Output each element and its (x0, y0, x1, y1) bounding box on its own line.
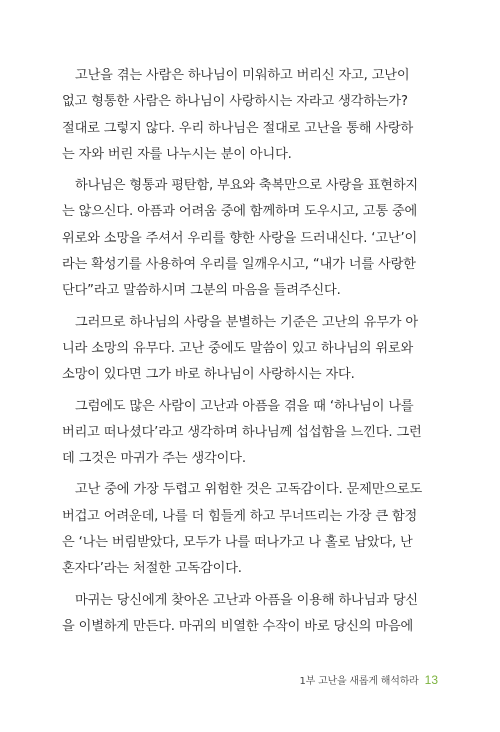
page-number: 13 (424, 673, 438, 687)
text-line: 위로와 소망을 주셔서 우리를 향한 사랑을 드러내신다. ‘고난’이 (62, 230, 418, 246)
paragraph-1 (62, 63, 440, 168)
paragraph-5 (62, 477, 440, 582)
text-line: 는 자와 버린 자를 나누시는 분이 아니다. (62, 146, 292, 162)
paragraph-6 (62, 588, 440, 641)
text-line: 는 않으신다. 아픔과 어려움 중에 함께하며 도우시고, 고통 중에 (62, 204, 418, 220)
page-footer (299, 672, 438, 687)
text-line: 하나님은 형통과 평탄함, 부요와 축복만으로 사랑을 표현하지 (75, 178, 419, 194)
text-line: 데 그것은 마귀가 주는 생각이다. (62, 451, 246, 467)
text-line: 니라 소망의 유무다. 고난 중에도 말씀이 있고 하나님의 위로와 (62, 340, 414, 356)
text-line: 을 이별하게 만든다. 마귀의 비열한 수작이 바로 당신의 마음에 (62, 618, 414, 634)
text-line: 라는 확성기를 사용하여 우리를 일깨우시고, “내가 너를 사랑한 (62, 257, 416, 273)
running-footer-section-title: 1부 고난을 새롭게 해석하라 (299, 676, 419, 687)
text-line: 버겁고 어려운데, 나를 더 힘들게 하고 무너뜨리는 가장 큰 함정 (62, 508, 418, 524)
text-line: 고난 중에 가장 두렵고 위험한 것은 고독감이다. 문제만으로도 (75, 482, 423, 498)
body-text (62, 63, 440, 645)
paragraph-3 (62, 310, 440, 389)
paragraph-2 (62, 173, 440, 304)
paragraph-4 (62, 394, 440, 473)
text-line: 은 ‘나는 버림받았다, 모두가 나를 떠나가고 나 홀로 남았다, 난 (62, 535, 413, 551)
text-line: 그러므로 하나님의 사랑을 분별하는 기준은 고난의 유무가 아 (75, 314, 419, 330)
text-line: 마귀는 당신에게 찾아온 고난과 아픔을 이용해 하나님과 당신 (75, 592, 419, 608)
text-line: 그럼에도 많은 사람이 고난과 아픔을 겪을 때 ‘하나님이 나를 (75, 398, 414, 414)
text-line: 절대로 그렇지 않다. 우리 하나님은 절대로 고난을 통해 사랑하 (62, 120, 414, 136)
text-line: 버리고 떠나셨다’라고 생각하며 하나님께 섭섭함을 느낀다. 그런 (62, 424, 422, 440)
text-line: 고난을 겪는 사람은 하나님이 미워하고 버리신 자고, 고난이 (75, 68, 410, 83)
text-line: 혼자다’라는 처절한 고독감이다. (62, 561, 242, 577)
text-line: 단다”라고 말씀하시며 그분의 마음을 들려주신다. (62, 283, 341, 299)
text-line: 없고 형통한 사람은 하나님이 사랑하시는 자라고 생각하는가? (62, 94, 408, 110)
text-line: 소망이 있다면 그가 바로 하나님이 사랑하시는 자다. (62, 367, 355, 383)
